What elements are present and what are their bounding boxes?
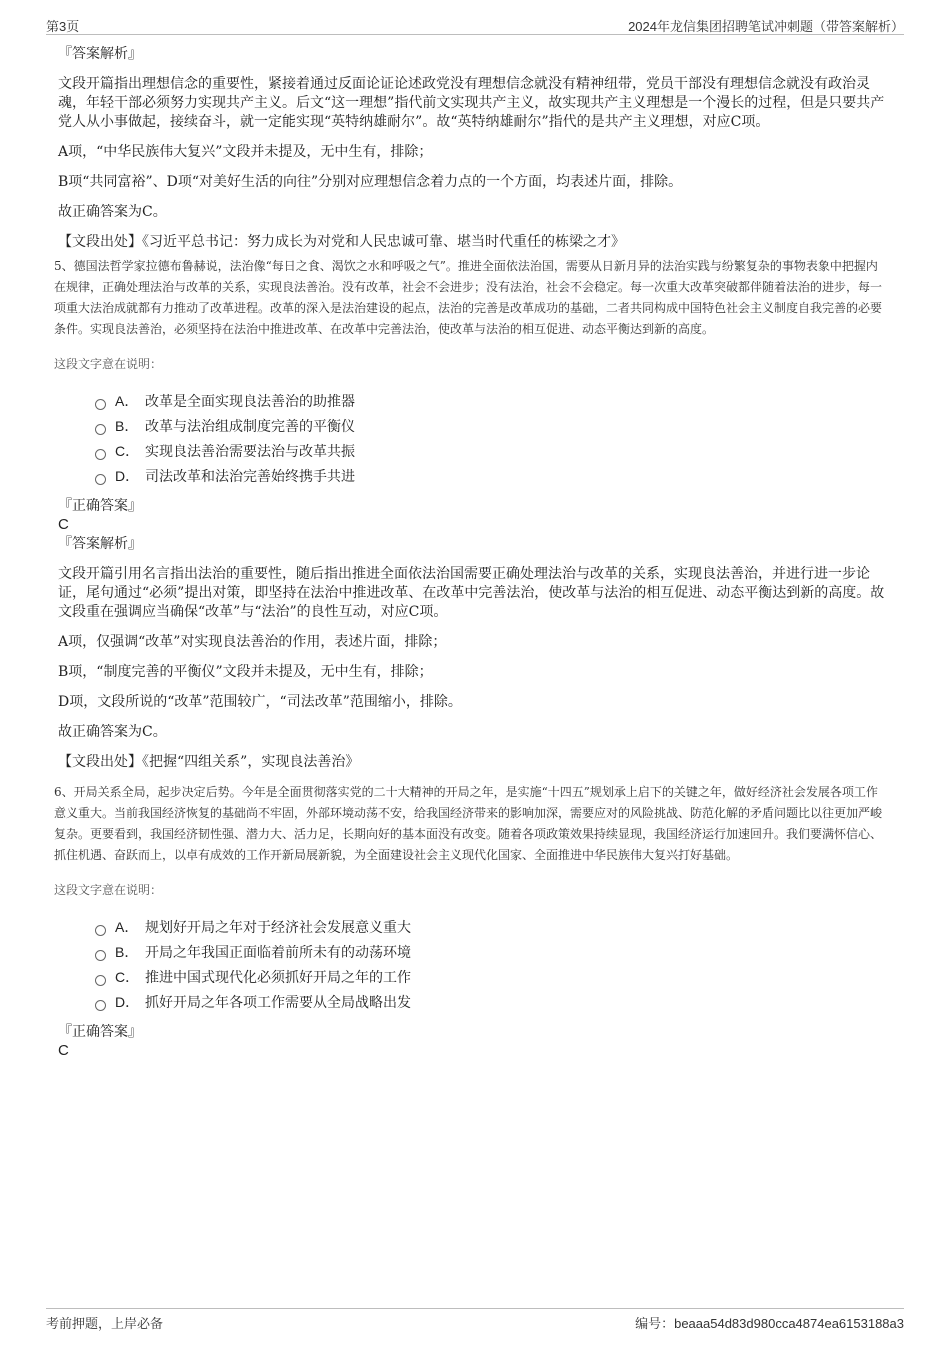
q6-option-d[interactable]: D． 抓好开局之年各项工作需要从全局战略出发 bbox=[95, 989, 888, 1014]
q6-stem: 6、开局关系全局，起步决定后势。今年是全面贯彻落实党的二十大精神的开局之年，是实施“十四五”规划承上启下的关键之年，做好经济社会发展各项工作意义重大。当前我国经济恢复的基础尚不牢固，外部环境动荡不安，给我国经济带来的影响加深，需要应对的风险挑战、防范化解的矛盾问题比以往更加严峻复杂。更要看到，我国经济韧性强、潜力大、活力足，长期向好的基本面没有改变。随着各项政策效果持续显现，我国经济运行加速回升。我们要满怀信心、抓住机遇、奋跃而上，以卓有成效的工作开新局展新貌，为全面建设社会主义现代化国家、全面推进中华民族伟大复兴打好基础。 bbox=[54, 785, 883, 862]
q5-analysis-paragraph: B项，“制度完善的平衡仪”文段并未提及，无中生有，排除； bbox=[58, 664, 433, 680]
q4-source: 【文段出处】《习近平总书记：努力成长为对党和人民忠诚可靠、堪当时代重任的栋梁之才》 bbox=[58, 234, 625, 250]
radio-icon[interactable] bbox=[95, 1000, 106, 1011]
q4-analysis-paragraph: 文段开篇指出理想信念的重要性，紧接着通过反面论证论述政党没有理想信念就没有精神纽带，党员干部没有理想信念就没有政治灵魂，年轻干部必须努力实现共产主义。后文“这一理想”指代前文实现共产主义，故实现共产主义理想是一个漫长的过程，但是只要共产党人从小事做起，接续奋斗，就一定能实现“英特纳雄耐尔”。故“英特纳雄耐尔”指代的是共产主义理想，对应C项。 bbox=[58, 76, 885, 130]
q6-answer-label: 『正确答案』 bbox=[58, 1024, 142, 1040]
q5-option-b[interactable]: B． 改革与法治组成制度完善的平衡仪 bbox=[95, 413, 888, 438]
radio-icon[interactable] bbox=[95, 950, 106, 961]
q4-analysis-label: 『答案解析』 bbox=[58, 46, 142, 62]
page-header bbox=[46, 14, 904, 35]
radio-icon[interactable] bbox=[95, 925, 106, 936]
q6-option-a[interactable]: A． 规划好开局之年对于经济社会发展意义重大 bbox=[95, 914, 888, 939]
q6-option-b[interactable]: B． 开局之年我国正面临着前所未有的动荡环境 bbox=[95, 939, 888, 964]
q5-analysis-paragraph: A项，仅强调“改革”对实现良法善治的作用，表述片面，排除； bbox=[58, 634, 447, 650]
q6-answer: C bbox=[58, 1042, 69, 1059]
q5-source: 【文段出处】《把握“四组关系”，实现良法善治》 bbox=[58, 754, 360, 770]
q4-analysis-paragraph: 故正确答案为C。 bbox=[58, 204, 167, 220]
q5-analysis-paragraph: D项，文段所说的“改革”范围较广，“司法改革”范围缩小，排除。 bbox=[58, 694, 462, 710]
q5-answer: C bbox=[58, 516, 69, 533]
footer-slogan: 考前押题，上岸必备 bbox=[46, 1316, 164, 1331]
q4-analysis-paragraph: A项，“中华民族伟大复兴”文段并未提及，无中生有，排除； bbox=[58, 144, 433, 160]
radio-icon[interactable] bbox=[95, 424, 106, 435]
radio-icon[interactable] bbox=[95, 975, 106, 986]
document-body bbox=[54, 44, 888, 1060]
q6-option-c[interactable]: C． 推进中国式现代化必须抓好开局之年的工作 bbox=[95, 964, 888, 989]
page-footer bbox=[46, 1308, 904, 1331]
q5-analysis-paragraph: 故正确答案为C。 bbox=[58, 724, 167, 740]
q5-option-c[interactable]: C． 实现良法善治需要法治与改革共振 bbox=[95, 438, 888, 463]
q5-analysis-paragraph: 文段开篇引用名言指出法治的重要性，随后指出推进全面依法治国需要正确处理法治与改革的关系，实现良法善治，并进行进一步论证，尾句通过“必须”提出对策，即坚持在法治中推进改革、在改革中完善法治，使改革与法治的相互促进、动态平衡达到新的高度。故文段重在强调应当确保“改革”与“法治”的良性互动，对应C项。 bbox=[58, 566, 885, 620]
page-number: 第3页 bbox=[46, 19, 80, 34]
q6-prompt: 这段文字意在说明： bbox=[54, 883, 163, 897]
radio-icon[interactable] bbox=[95, 399, 106, 410]
document-title: 2024年龙信集团招聘笔试冲刺题（带答案解析） bbox=[628, 19, 904, 34]
q5-stem: 5、德国法哲学家拉德布鲁赫说，法治像“每日之食、渴饮之水和呼吸之气”。推进全面依法治国，需要从日新月异的法治实践与纷繁复杂的事物表象中把握内在规律，正确处理法治与改革的关系，实现良法善治。没有改革，社会不会进步；没有法治，社会不会稳定。每一次重大改革突破都伴随着法治的进步，每一项重大法治成就都有力推动了改革进程。改革的深入是法治建设的起点，法治的完善是改革成功的基础，二者共同构成中国特色社会主义制度自我完善的必要条件。实现良法善治，必须坚持在法治中推进改革、在改革中完善法治，使改革与法治的相互促进、动态平衡达到新的高度。 bbox=[54, 259, 883, 336]
document-id: 编号：beaaa54d83d980cca4874ea6153188a3 bbox=[635, 1316, 904, 1331]
q5-analysis-label: 『答案解析』 bbox=[58, 536, 142, 552]
radio-icon[interactable] bbox=[95, 449, 106, 460]
q5-answer-label: 『正确答案』 bbox=[58, 498, 142, 514]
q5-options bbox=[95, 388, 888, 488]
q5-option-a[interactable]: A． 改革是全面实现良法善治的助推器 bbox=[95, 388, 888, 413]
q5-option-d[interactable]: D． 司法改革和法治完善始终携手共进 bbox=[95, 463, 888, 488]
radio-icon[interactable] bbox=[95, 474, 106, 485]
q5-prompt: 这段文字意在说明： bbox=[54, 357, 163, 371]
q6-options bbox=[95, 914, 888, 1014]
q4-analysis-paragraph: B项“共同富裕”、D项“对美好生活的向往”分别对应理想信念着力点的一个方面，均表述片面，排除。 bbox=[58, 174, 683, 190]
